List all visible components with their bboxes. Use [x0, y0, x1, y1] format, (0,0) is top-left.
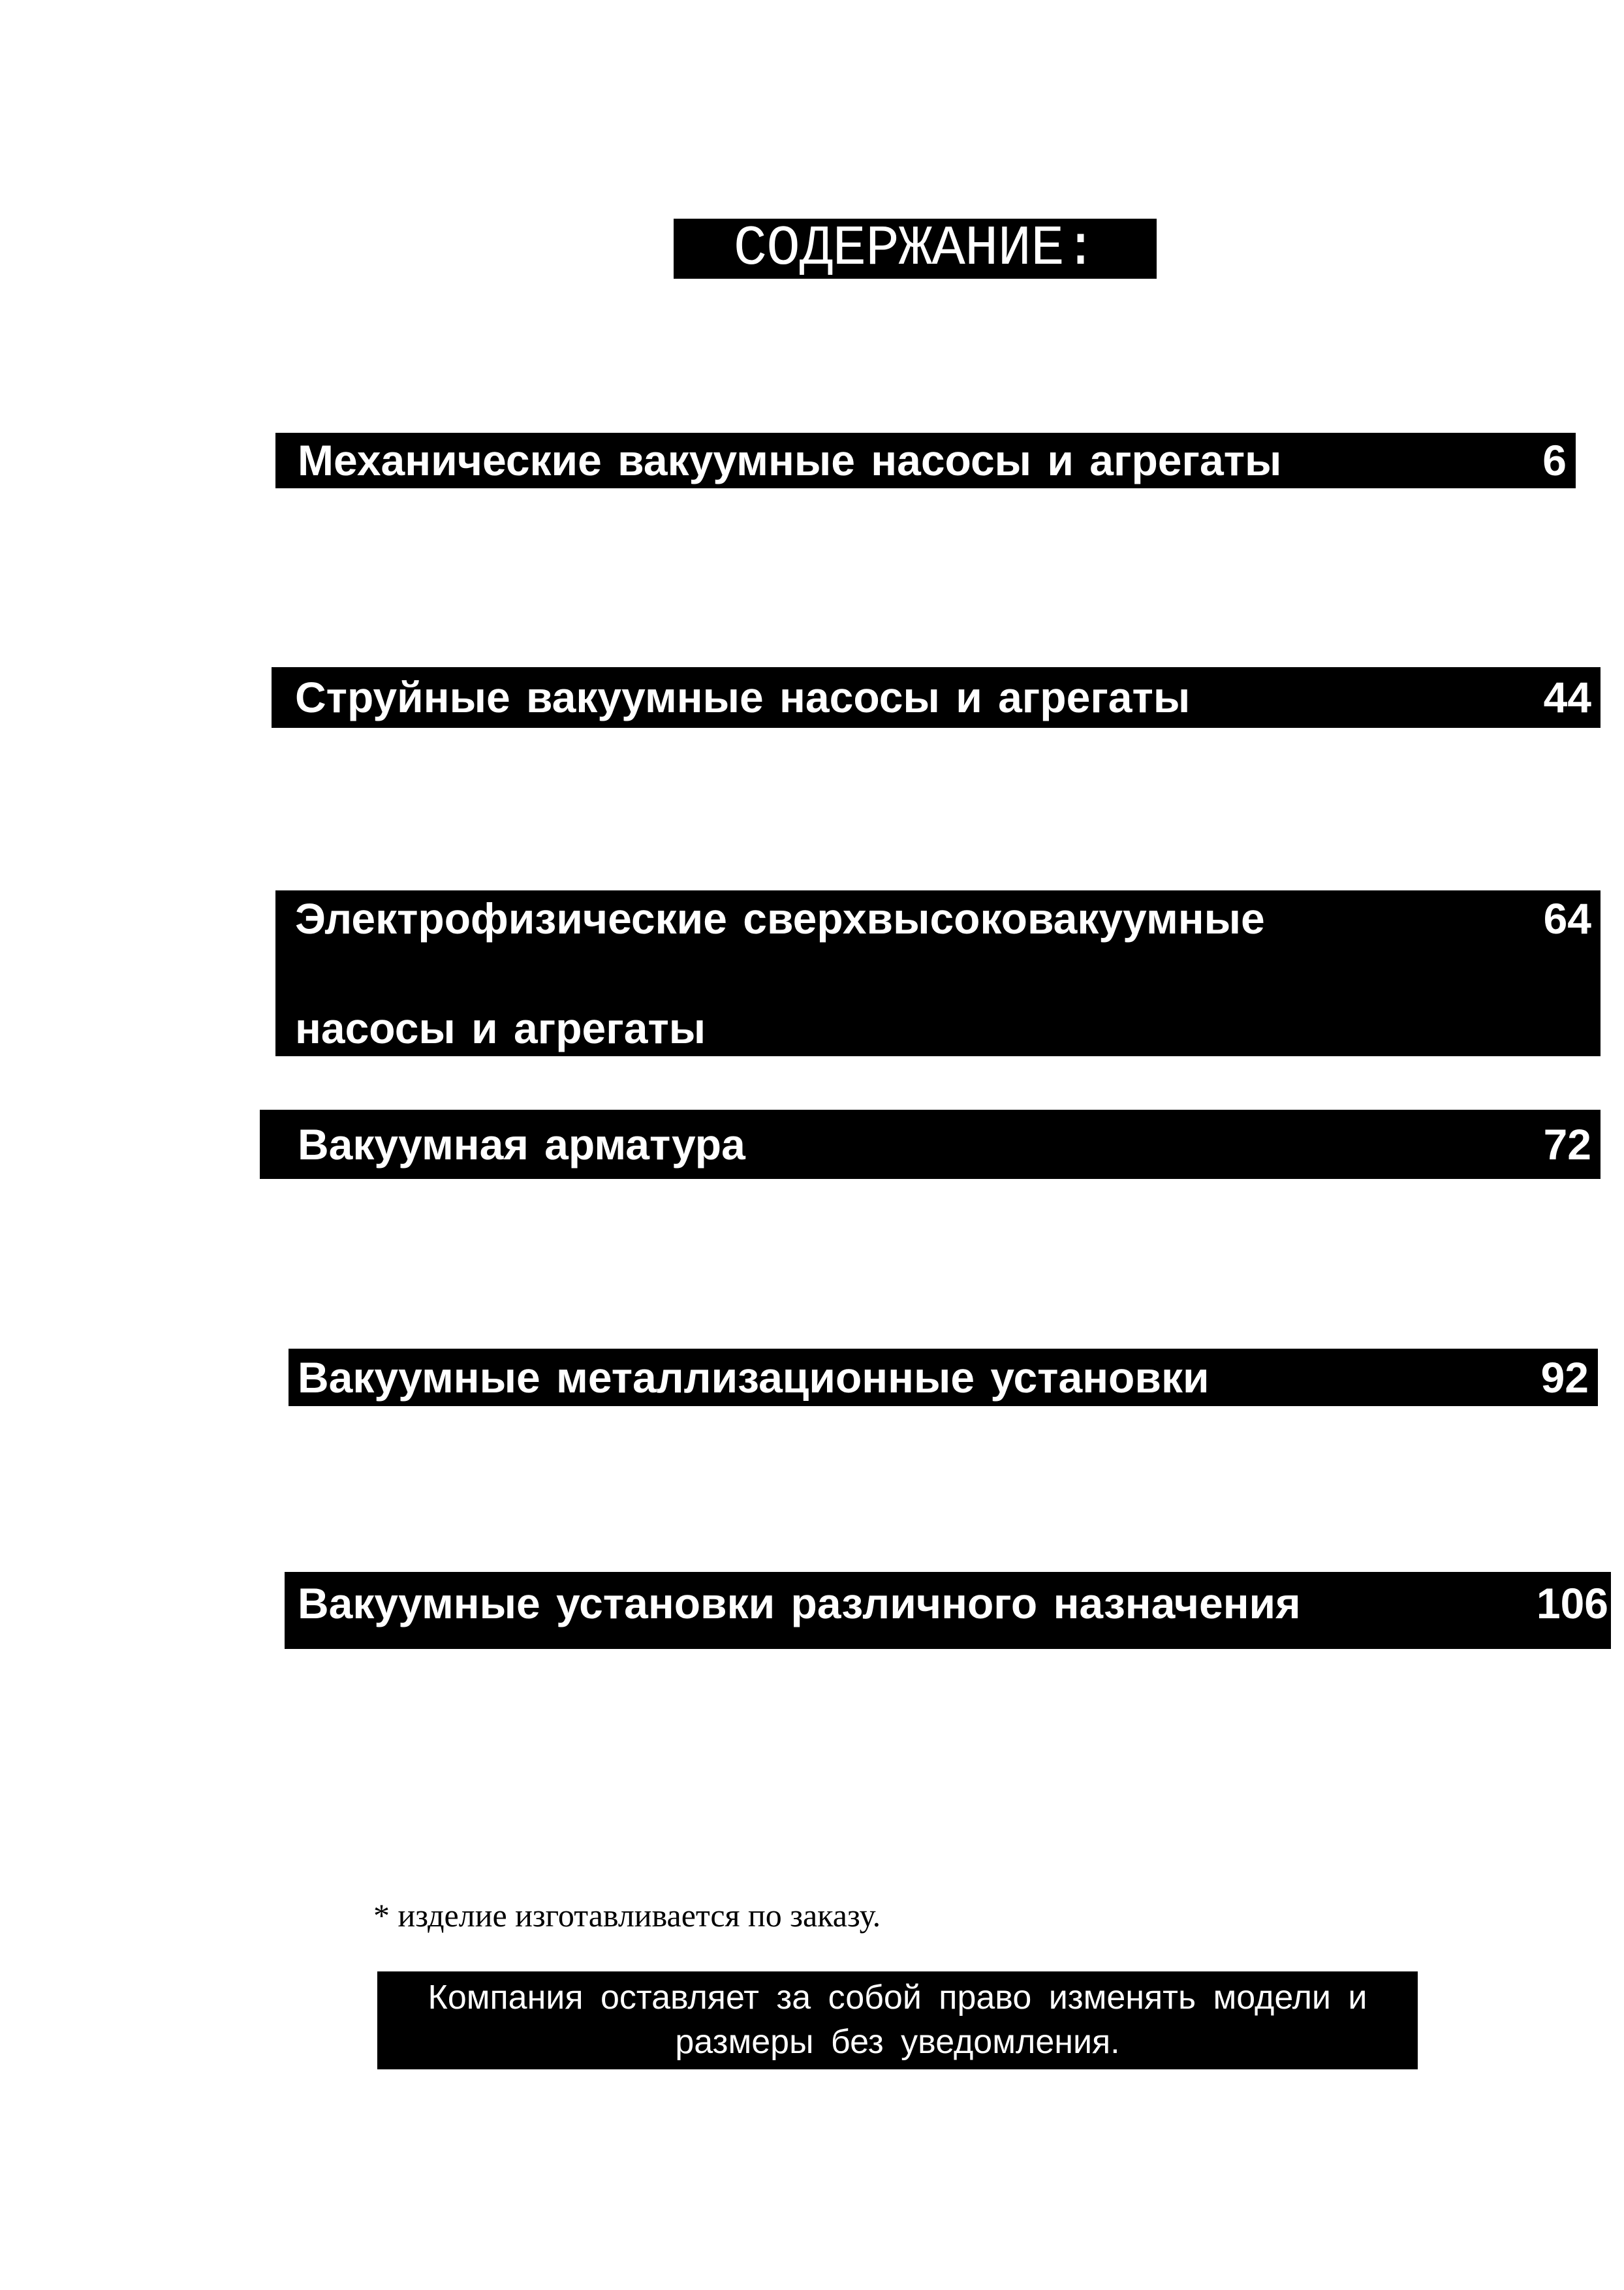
toc-item-electrophysical-pumps[interactable]: [275, 890, 1601, 1056]
toc-item-page-number: 64: [1543, 894, 1591, 943]
toc-item-label: Вакуумные металлизационные установки: [298, 1353, 1210, 1402]
toc-item-label: Вакуумная арматура: [298, 1120, 745, 1169]
footnote: * изделие изготавливается по заказу.: [373, 1897, 881, 1934]
toc-item-page-number: 6: [1542, 436, 1567, 484]
toc-item-page-number: 44: [1543, 673, 1591, 721]
toc-item-jet-pumps[interactable]: [272, 667, 1601, 728]
toc-item-label: Струйные вакуумные насосы и агрегаты: [295, 673, 1191, 721]
toc-item-label: Механические вакуумные насосы и агрегаты: [298, 436, 1282, 484]
disclaimer-line: Компания оставляет за собой право изменять модели и: [428, 1979, 1367, 2016]
toc-item-vacuum-fittings[interactable]: [260, 1110, 1601, 1179]
disclaimer-line: размеры без уведомления.: [675, 2023, 1120, 2061]
toc-item-label: Электрофизические сверхвысоковакуумные: [295, 894, 1265, 943]
toc-item-label: Вакуумные установки различного назначения: [298, 1579, 1301, 1627]
toc-item-various-units[interactable]: [285, 1572, 1611, 1649]
toc-item-mechanical-pumps[interactable]: [275, 433, 1576, 488]
toc-item-page-number: 72: [1543, 1120, 1591, 1169]
page-title: СОДЕРЖАНИЕ:: [674, 219, 1157, 279]
toc-item-label-line2: насосы и агрегаты: [295, 1004, 706, 1052]
toc-item-page-number: 106: [1536, 1579, 1608, 1627]
toc-item-metallization-units[interactable]: [289, 1349, 1598, 1406]
toc-item-page-number: 92: [1540, 1353, 1589, 1402]
disclaimer-box: [377, 1971, 1418, 2069]
